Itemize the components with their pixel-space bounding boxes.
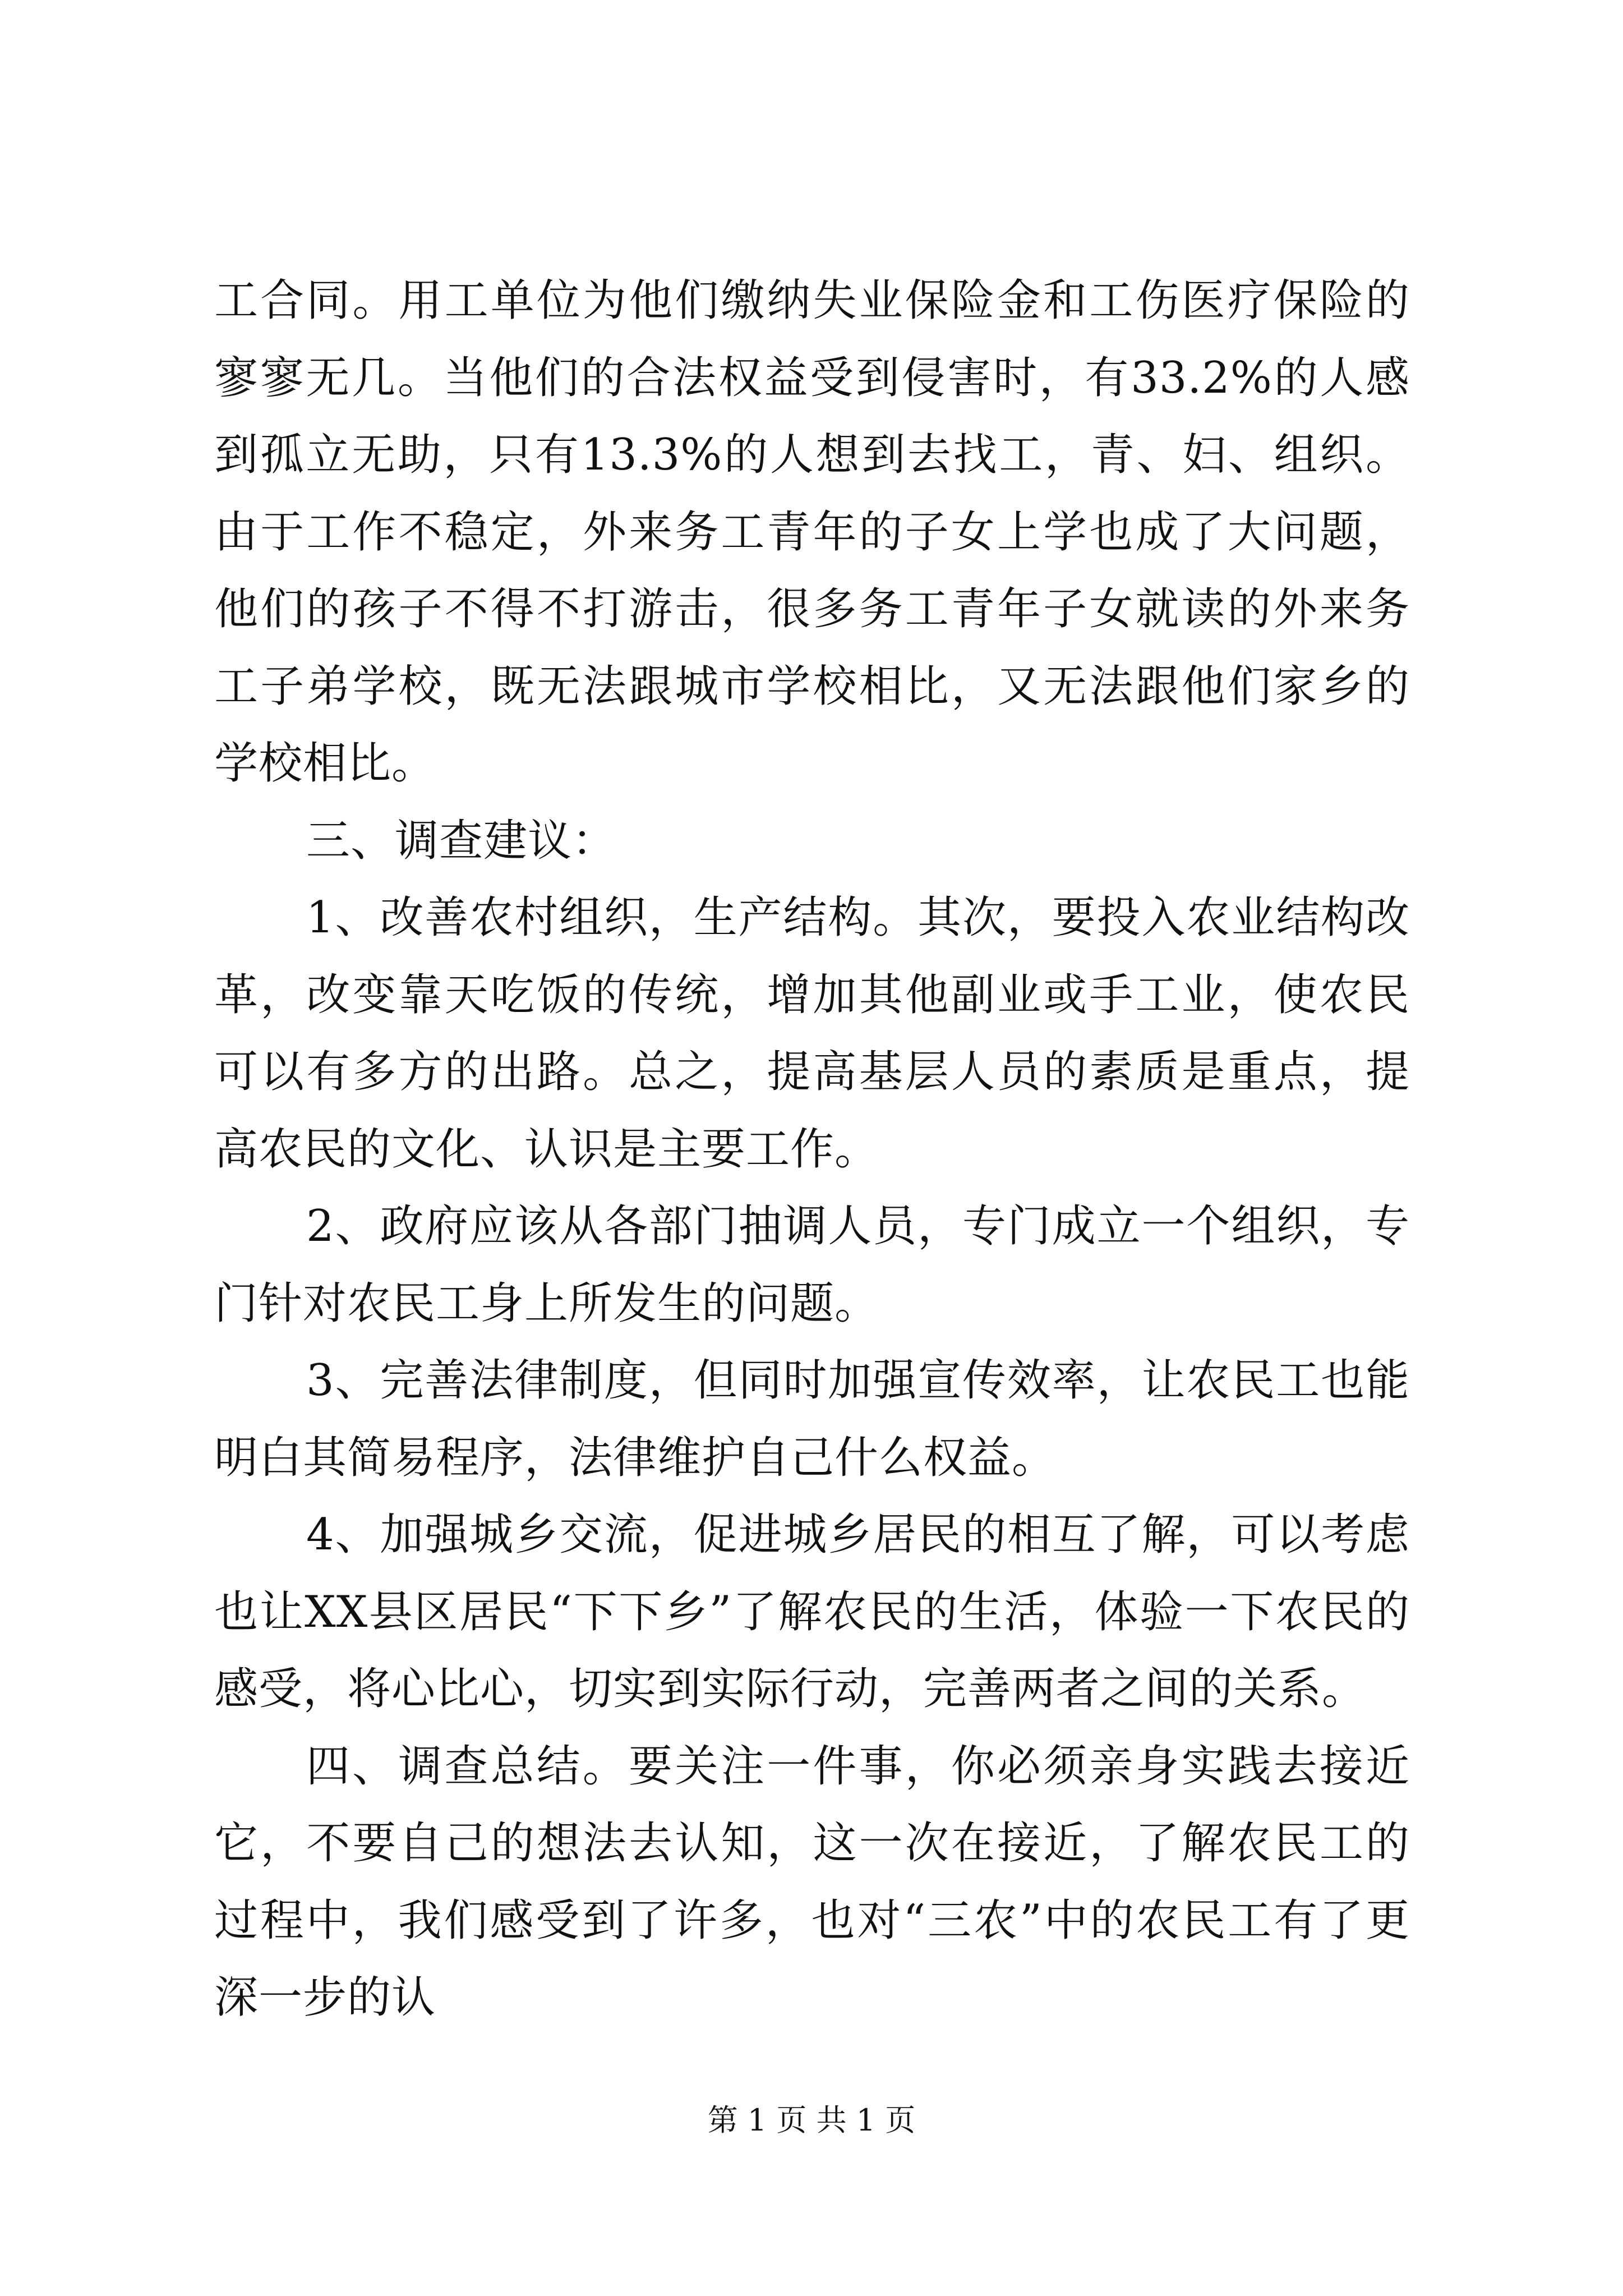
paragraph-suggestion-1: 1、改善农村组织，生产结构。其次，要投入农业结构改革，改变靠天吃饭的传统，增加其他副业或手工业，使农民可以有多方的出路。总之，提高基层人员的素质是重点，提高农民的文化、认识是主要工作。 bbox=[214, 892, 1410, 1175]
document-body bbox=[214, 263, 1410, 2037]
paragraph-suggestion-2: 2、政府应该从各部门抽调人员，专门成立一个组织，专门针对农民工身上所发生的问题。 bbox=[214, 1201, 1410, 1329]
heading-survey-suggestions: 三、调查建议： bbox=[306, 815, 617, 866]
page-number-label: 第 1 页 共 1 页 bbox=[707, 2102, 916, 2138]
paragraph-suggestion-3: 3、完善法律制度，但同时加强宣传效率，让农民工也能明白其简易程序，法律维护自己什么权益。 bbox=[214, 1355, 1410, 1483]
paragraph-survey-summary: 四、调查总结。要关注一件事，你必须亲身实践去接近它，不要自己的想法去认知，这一次在接近，了解农民工的过程中，我们感受到了许多，也对“三农”中的农民工有了更深一步的认 bbox=[214, 1741, 1410, 2023]
paragraph-continuation: 工合同。用工单位为他们缴纳失业保险金和工伤医疗保险的寥寥无几。当他们的合法权益受到侵害时，有33.2%的人感到孤立无助，只有13.3%的人想到去找工，青、妇、组织。由于工作不稳定，外来务工青年的子女上学也成了大问题，他们的孩子不得不打游击，很多务工青年子女就读的外来务工子弟学校，既无法跟城市学校相比，又无法跟他们家乡的学校相比。 bbox=[214, 275, 1410, 789]
page-footer bbox=[0, 2101, 1623, 2140]
paragraph-suggestion-4: 4、加强城乡交流，促进城乡居民的相互了解，可以考虑也让XX县区居民“下下乡”了解农民的生活，体验一下农民的感受，将心比心，切实到实际行动，完善两者之间的关系。 bbox=[214, 1510, 1410, 1714]
